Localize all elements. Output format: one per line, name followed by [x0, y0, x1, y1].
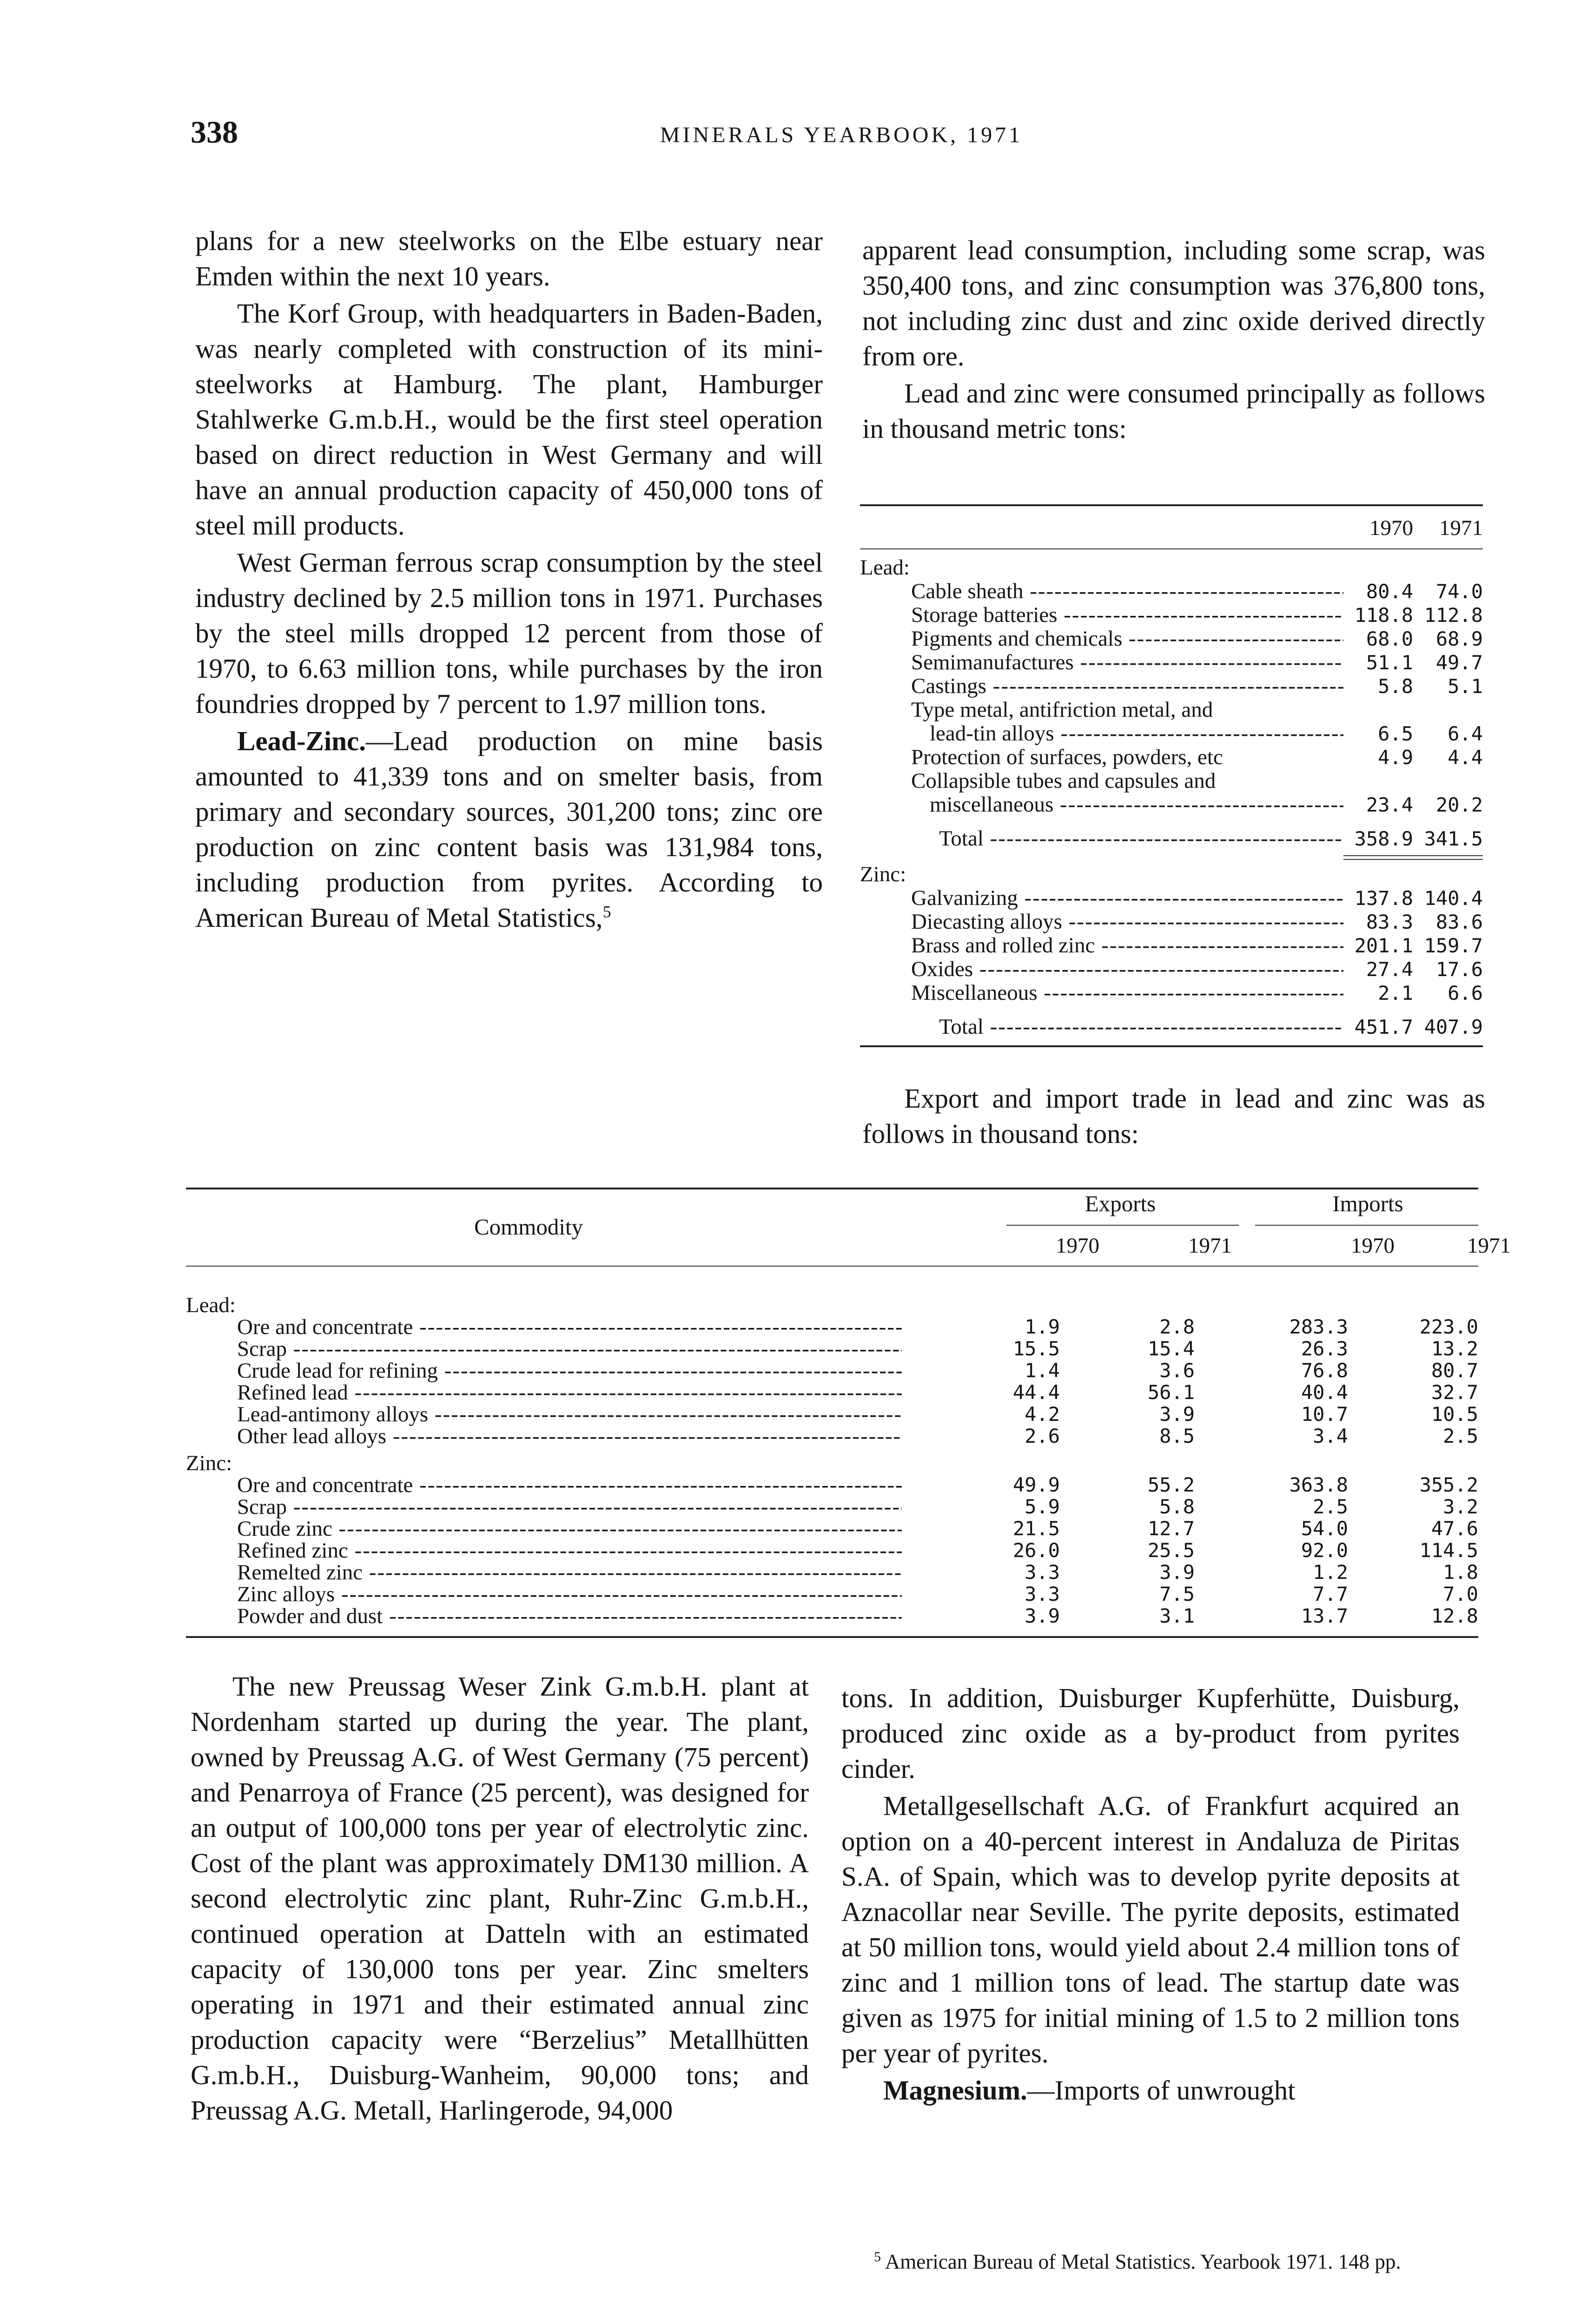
cell: 1.9 [1025, 1315, 1060, 1338]
cell: 112.8 [1424, 604, 1483, 627]
cell: 2.1 [1378, 982, 1413, 1004]
table-row [860, 793, 1483, 817]
row-label: Pigments and chemicals ----- [860, 627, 1343, 651]
cell: 83.6 [1435, 911, 1483, 933]
table-rule [860, 1045, 1483, 1047]
table-row [186, 1382, 1478, 1404]
table-header [860, 506, 1483, 548]
paragraph: The Korf Group, with headquarters in Baden-Baden, was nearly completed with construction of its mini-steelworks at Hamburg. The plant, Hamburger Stahlwerke G.m.b.H., would be the first steel operation based on direct reduction in West Germany and will have an annual production capacity of 450,000 tons of steel mill products. [195, 298, 823, 541]
column-header: 1970 [1369, 516, 1413, 540]
table-row [860, 981, 1483, 1005]
row-label: Refined zinc ----- [186, 1539, 902, 1562]
paragraph: The new Preussag Weser Zink G.m.b.H. plant at Nordenham started up during the year. The plant, owned by Preussag A.G. of West Germany (75 percent) and Penarroya of France (25 percent), was designed for an output of 100,000 tons per year of electrolytic zinc. Cost of the plant was approximately DM130 million. A second electrolytic zinc plant, Ruhr-Zinc G.m.b.H., continued operation at Datteln with an estimated capacity of 130,000 tons per year. Zinc smelters operating in 1971 and their estimated annual zinc production capacity were “Berzelius” Metallhütten G.m.b.H., Duisburg-Wanheim, 90,000 tons; and Preussag A.G. Metall, Harlingerode, 94,000 [191, 1671, 809, 2126]
cell: 56.1 [1147, 1381, 1195, 1404]
cell: 137.8 [1354, 887, 1413, 910]
cell: 7.7 [1313, 1583, 1348, 1605]
cell: 49.9 [1012, 1473, 1060, 1496]
cell: 159.7 [1424, 934, 1483, 957]
column-header-year: 1970 [1056, 1234, 1099, 1258]
column-left-bottom [191, 1669, 809, 2128]
table-rule [860, 548, 1483, 549]
cell: 223.0 [1419, 1315, 1478, 1338]
row-label: Diecasting alloys ----- [860, 910, 1343, 934]
cell: 32.7 [1431, 1381, 1478, 1404]
row-label: Brass and rolled zinc ----- [860, 934, 1343, 957]
row-label: Zinc alloys ----- [186, 1583, 902, 1606]
cell: 5.1 [1448, 675, 1483, 698]
cell: 341.5 [1424, 827, 1483, 850]
footnote-mark: 5 [874, 2249, 881, 2265]
cell: 13.7 [1301, 1604, 1348, 1627]
cell: 15.4 [1147, 1337, 1195, 1360]
cell: 68.9 [1435, 627, 1483, 650]
paragraph: tons. In addition, Duisburger Kupferhütte, Duisburg, produced zinc oxide as a by-product from pyrites cinder. [841, 1683, 1460, 1784]
column-header-commodity: Commodity [474, 1214, 583, 1240]
cell: 3.9 [1159, 1561, 1195, 1584]
row-label: Scrap ----- [186, 1495, 902, 1519]
column-header-imports: Imports [1332, 1191, 1403, 1216]
cell: 358.9 [1354, 827, 1413, 850]
cell: 44.4 [1012, 1381, 1060, 1404]
paragraph: apparent lead consumption, including some scrap, was 350,400 tons, and zinc consumption was 376,800 tons, not including zinc dust and zinc oxide derived directly from ore. [862, 235, 1485, 371]
table-row [186, 1562, 1478, 1584]
table-rule [186, 1188, 1478, 1189]
cell: 3.3 [1025, 1561, 1060, 1584]
cell: 47.6 [1431, 1517, 1478, 1540]
cell: 201.1 [1354, 934, 1413, 957]
row-label: Crude zinc ----- [186, 1517, 902, 1540]
page-header [191, 114, 1492, 170]
cell: 3.3 [1025, 1583, 1060, 1605]
group-label: Zinc: [186, 1451, 232, 1475]
cell: 10.5 [1431, 1403, 1478, 1426]
row-label: lead-tin alloys ----- [860, 722, 1343, 746]
column-header-year: 1971 [1467, 1234, 1511, 1258]
row-label: Scrap ----- [186, 1337, 902, 1360]
paragraph: Lead and zinc were consumed principally as follows in thousand metric tons: [862, 378, 1485, 444]
footnote [841, 2245, 1460, 2274]
cell: 26.3 [1301, 1337, 1348, 1360]
table-row [860, 580, 1483, 603]
cell: 17.6 [1435, 958, 1483, 981]
group-label: Lead: [186, 1293, 236, 1317]
table-header [186, 1188, 1511, 1290]
column-header-exports: Exports [1085, 1191, 1156, 1216]
cell: 8.5 [1159, 1425, 1195, 1447]
paragraph-text: —Imports of unwrought [1027, 2075, 1296, 2106]
table-row [186, 1475, 1478, 1497]
group-label: Zinc: [860, 862, 906, 886]
column-right-intro [862, 1081, 1485, 1151]
row-label: Castings ----- [860, 674, 1343, 698]
column-header-year: 1971 [1188, 1234, 1232, 1258]
row-label: Total ----- [860, 1015, 1343, 1039]
cell: 4.4 [1448, 746, 1483, 769]
cell: 80.4 [1366, 580, 1413, 603]
row-label: Crude lead for refining ----- [186, 1359, 902, 1382]
row-label: Total ----- [860, 827, 1343, 851]
table-rule [186, 1266, 1478, 1267]
cell: 451.7 [1354, 1016, 1413, 1038]
table-rule [186, 1636, 1478, 1638]
cell: 51.1 [1366, 651, 1413, 674]
cell: 5.9 [1025, 1495, 1060, 1518]
paragraph-text: —Lead production on mine basis amounted to 41,339 tons and on smelter basis, from primary and secondary sources, 301,200 tons; zinc ore production on zinc content basis was 131,984 tons, including production from pyrites. According to American Bureau of Metal Statistics, [195, 726, 823, 933]
paragraph: Metallgesellschaft A.G. of Frankfurt acquired an option on a 40-percent interest in Andaluza de Piritas S.A. of Spain, which was to develop pyrite deposits at Aznacollar near Seville. The pyrite deposits, estimated at 50 million tons, would yield about 2.4 million tons of zinc and 1 million tons of lead. The startup date was given as 1975 for initial mining of 1.5 to 2 million tons per year of pyrites. [841, 1790, 1460, 2068]
table-row [860, 674, 1483, 698]
table-row [860, 651, 1483, 674]
cell: 21.5 [1012, 1517, 1060, 1540]
row-label: Collapsible tubes and capsules and [911, 769, 1216, 793]
trade-table [186, 1188, 1511, 1638]
cell: 3.4 [1313, 1425, 1348, 1447]
table-row [186, 1426, 1478, 1448]
cell: 283.3 [1289, 1315, 1348, 1338]
cell: 4.2 [1025, 1403, 1060, 1426]
row-label: Remelted zinc ----- [186, 1561, 902, 1584]
row-label: Lead-antimony alloys ----- [186, 1403, 902, 1426]
cell: 355.2 [1419, 1473, 1478, 1496]
cell: 6.4 [1448, 722, 1483, 745]
double-rule [1343, 855, 1483, 860]
cell: 54.0 [1301, 1517, 1348, 1540]
table-row [186, 1404, 1478, 1426]
cell: 23.4 [1366, 793, 1413, 816]
cell: 12.8 [1431, 1604, 1478, 1627]
row-label: Refined lead ----- [186, 1381, 902, 1404]
table-row [186, 1360, 1478, 1382]
table-row [860, 769, 1483, 793]
cell: 118.8 [1354, 604, 1413, 627]
cell: 40.4 [1301, 1381, 1348, 1404]
footnote-text: American Bureau of Metal Statistics. Yearbook 1971. 148 pp. [885, 2250, 1401, 2273]
cell: 114.5 [1419, 1539, 1478, 1562]
row-label: Protection of surfaces, powders, etc [911, 746, 1223, 769]
row-label: Galvanizing ----- [860, 886, 1343, 910]
table-row [860, 910, 1483, 934]
cell: 2.5 [1443, 1425, 1478, 1447]
cell: 25.5 [1147, 1539, 1195, 1562]
table-row [186, 1339, 1478, 1360]
table-total-row [860, 827, 1483, 851]
cell: 3.1 [1159, 1604, 1195, 1627]
table-row [860, 627, 1483, 651]
row-label: Powder and dust ----- [186, 1604, 902, 1628]
cell: 363.8 [1289, 1473, 1348, 1496]
cell: 13.2 [1431, 1337, 1478, 1360]
row-label: Miscellaneous ----- [860, 981, 1343, 1005]
column-left-top [195, 223, 823, 935]
cell: 10.7 [1301, 1403, 1348, 1426]
cell: 3.9 [1025, 1604, 1060, 1627]
table-row [860, 603, 1483, 627]
cell: 7.5 [1159, 1583, 1195, 1605]
table-row [860, 886, 1483, 910]
row-label: Ore and concentrate ----- [186, 1473, 902, 1497]
row-label: Oxides ----- [860, 957, 1343, 981]
row-label: Ore and concentrate ----- [186, 1315, 902, 1339]
cell: 49.7 [1435, 651, 1483, 674]
cell: 6.5 [1378, 722, 1413, 745]
cell: 1.4 [1025, 1359, 1060, 1382]
cell: 68.0 [1366, 627, 1413, 650]
section-runin-heading: Lead-Zinc. [237, 726, 366, 756]
cell: 76.8 [1301, 1359, 1348, 1382]
table-rule [1255, 1225, 1478, 1226]
cell: 12.7 [1147, 1517, 1195, 1540]
table-row [186, 1317, 1478, 1339]
cell: 2.5 [1313, 1495, 1348, 1518]
table-row [860, 746, 1483, 769]
cell: 6.6 [1448, 982, 1483, 1004]
table-row [860, 698, 1483, 722]
cell: 92.0 [1301, 1539, 1348, 1562]
cell: 3.6 [1159, 1359, 1195, 1382]
cell: 26.0 [1012, 1539, 1060, 1562]
section-runin-heading: Magnesium. [883, 2075, 1027, 2106]
cell: 20.2 [1435, 793, 1483, 816]
group-label: Lead: [860, 555, 910, 580]
paragraph: Export and import trade in lead and zinc was as follows in thousand tons: [862, 1083, 1485, 1149]
cell: 3.2 [1443, 1495, 1478, 1518]
cell: 1.2 [1313, 1561, 1348, 1584]
cell: 55.2 [1147, 1473, 1195, 1496]
running-title: MINERALS YEARBOOK, 1971 [660, 123, 1023, 147]
row-label: Semimanufactures ----- [860, 651, 1343, 674]
cell: 83.3 [1366, 911, 1413, 933]
table-rule [1006, 1225, 1239, 1226]
page-number: 338 [191, 114, 238, 150]
table-row [186, 1584, 1478, 1606]
column-right-top [862, 232, 1485, 446]
column-header-year: 1970 [1351, 1234, 1395, 1258]
cell: 74.0 [1435, 580, 1483, 603]
cell: 3.9 [1159, 1403, 1195, 1426]
row-label: Cable sheath ----- [860, 580, 1343, 603]
paragraph: West German ferrous scrap consumption by the steel industry declined by 2.5 million tons in 1971. Purchases by the steel mills dropped 12 percent from those of 1970, to 6.63 million tons, while purchases by the iron foundries dropped by 7 percent to 1.97 million tons. [195, 547, 823, 719]
table-row [860, 957, 1483, 981]
cell: 27.4 [1366, 958, 1413, 981]
footnote-ref: 5 [602, 902, 611, 921]
paragraph-lead-zinc [195, 723, 823, 935]
column-header: 1971 [1439, 516, 1483, 540]
cell: 5.8 [1378, 675, 1413, 698]
consumption-table [860, 504, 1483, 1047]
cell: 5.8 [1159, 1495, 1195, 1518]
cell: 2.8 [1159, 1315, 1195, 1338]
paragraph: plans for a new steelworks on the Elbe estuary near Emden within the next 10 years. [195, 225, 823, 291]
row-label: Other lead alloys ----- [186, 1425, 902, 1448]
column-right-bottom [841, 1680, 1460, 2108]
cell: 2.6 [1025, 1425, 1060, 1447]
table-row [860, 722, 1483, 746]
cell: 7.0 [1443, 1583, 1478, 1605]
cell: 407.9 [1424, 1016, 1483, 1038]
cell: 4.9 [1378, 746, 1413, 769]
table-row [186, 1519, 1478, 1540]
row-label: Type metal, antifriction metal, and [911, 698, 1213, 722]
table-row [186, 1497, 1478, 1519]
row-label: Storage batteries ----- [860, 603, 1343, 627]
row-label: miscellaneous ----- [860, 793, 1343, 817]
cell: 15.5 [1012, 1337, 1060, 1360]
cell: 140.4 [1424, 887, 1483, 910]
table-row [860, 934, 1483, 957]
table-total-row [860, 1015, 1483, 1039]
paragraph-magnesium [841, 2073, 1460, 2108]
table-row [186, 1606, 1478, 1628]
cell: 1.8 [1443, 1561, 1478, 1584]
cell: 80.7 [1431, 1359, 1478, 1382]
table-row [186, 1540, 1478, 1562]
